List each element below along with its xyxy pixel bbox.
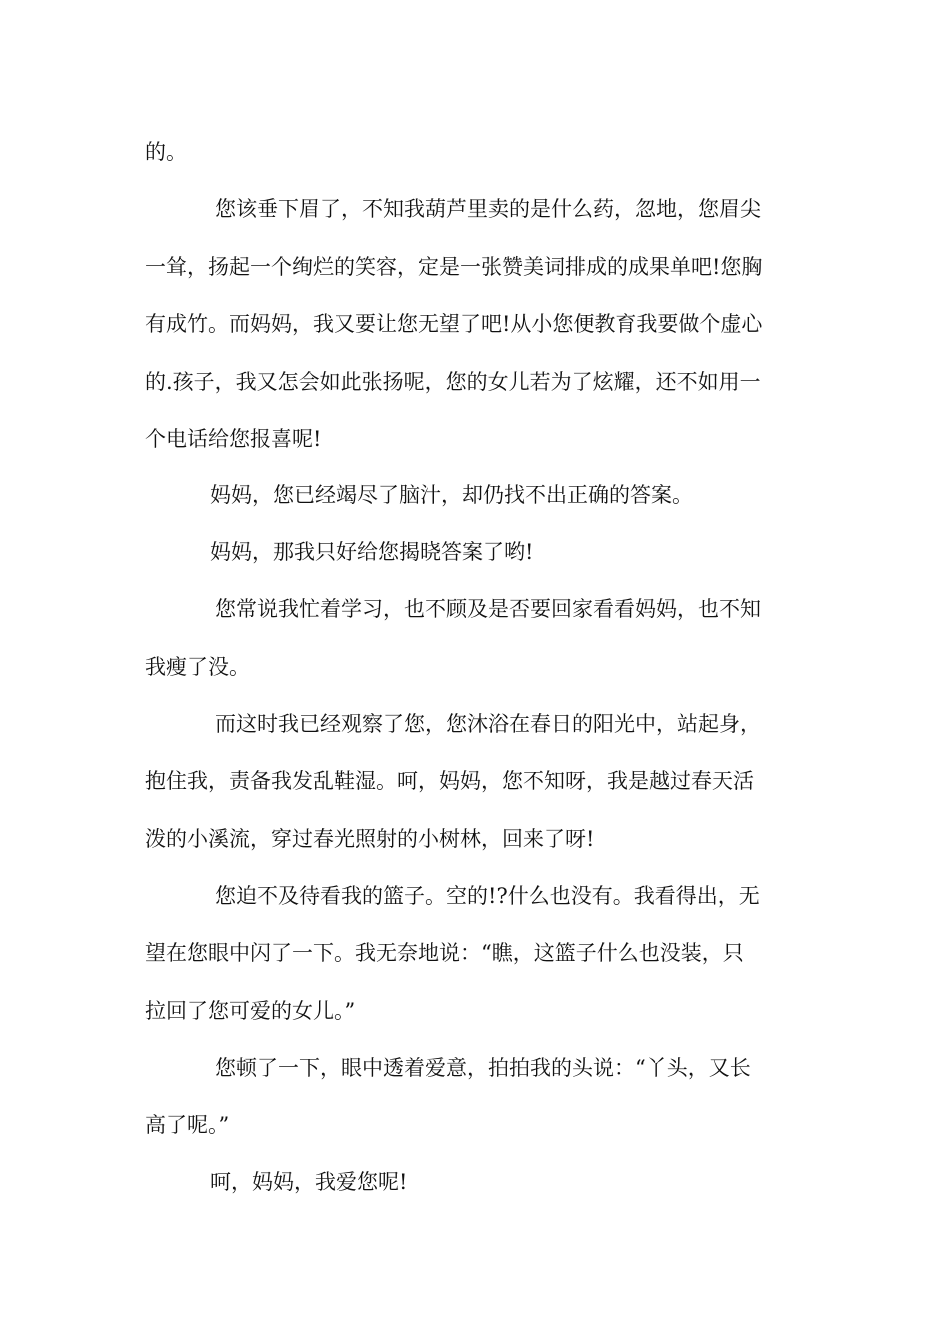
text-line: 妈妈，那我只好给您揭晓答案了哟! (210, 540, 534, 564)
text-line: 有成竹。而妈妈，我又要让您无望了吧!从小您便教育我要做个虚心 (145, 312, 763, 336)
text-line: 拉回了您可爱的女儿。” (145, 999, 356, 1023)
text-line: 呵，妈妈，我爱您呢! (210, 1170, 408, 1194)
text-line: 一耸，扬起一个绚烂的笑容，定是一张赞美词排成的成果单吧!您胸 (145, 255, 763, 279)
text-line: 您该垂下眉了，不知我葫芦里卖的是什么药，忽地，您眉尖 (215, 197, 761, 221)
text-line: 个电话给您报喜呢! (145, 427, 322, 451)
text-line: 您迫不及待看我的篮子。空的!?什么也没有。我看得出，无 (215, 884, 760, 908)
text-line: 望在您眼中闪了一下。我无奈地说：“瞧，这篮子什么也没装，只 (145, 941, 744, 965)
text-line: 泼的小溪流，穿过春光照射的小树林，回来了呀! (145, 827, 595, 851)
text-line: 而这时我已经观察了您，您沐浴在春日的阳光中，站起身， (215, 712, 761, 736)
text-line: 高了呢。” (145, 1113, 230, 1137)
text-line: 您常说我忙着学习，也不顾及是否要回家看看妈妈，也不知 (215, 597, 761, 621)
text-line: 我瘦了没。 (145, 655, 250, 679)
text-line: 抱住我，责备我发乱鞋湿。呵，妈妈，您不知呀，我是越过春天活 (145, 769, 754, 793)
text-line: 的.孩子，我又怎会如此张扬呢，您的女儿若为了炫耀，还不如用一 (145, 370, 761, 394)
text-line: 妈妈，您已经竭尽了脑汁，却仍找不出正确的答案。 (210, 483, 693, 507)
text-line: 您顿了一下，眼中透着爱意，拍拍我的头说：“丫头，又长 (215, 1056, 751, 1080)
text-line: 的。 (145, 140, 187, 164)
